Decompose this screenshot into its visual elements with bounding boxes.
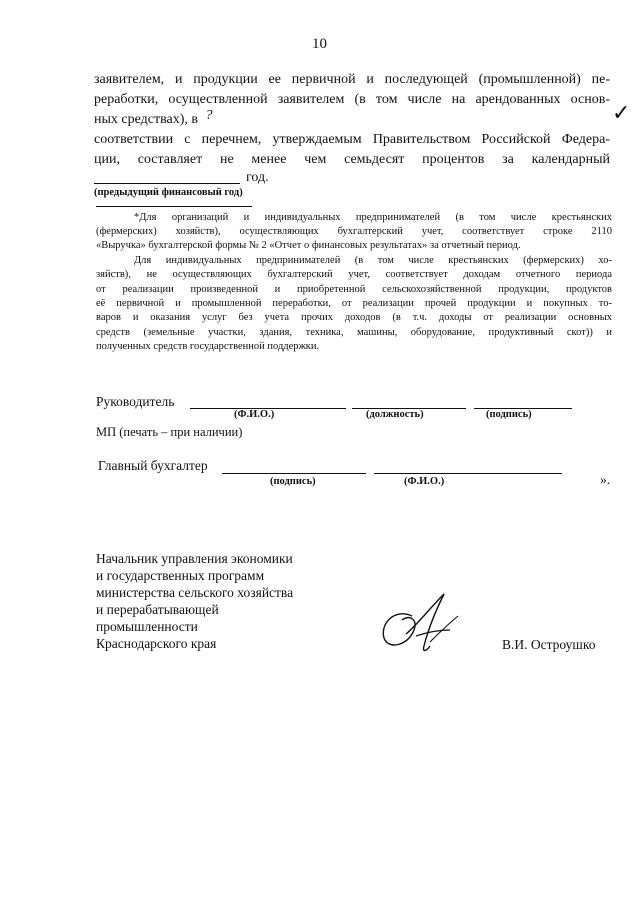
accountant-label: Главный бухгалтер <box>98 458 208 473</box>
footnote-line: средств (земельные участки, здания, техника, машины, оборудование, продуктивный скот)) и <box>96 327 612 338</box>
footnote-line: Для индивидуальных предпринимателей (в том числе крестьянских (фермерских) хо- <box>134 255 612 266</box>
handwritten-signature <box>372 586 472 658</box>
accountant-signature-line <box>222 473 366 474</box>
paragraph-line-1: заявителем, и продукции ее первичной и последующей (промышленной) пе- <box>94 72 610 87</box>
official-title-line: Начальник управления экономики <box>96 551 293 566</box>
year-caption: (предыдущий финансовый год) <box>94 187 243 198</box>
official-title-line: промышленности <box>96 619 198 634</box>
footnote-line: (фермерских) хозяйств), осуществляющих бухгалтерский учет, соответствует строке 2110 <box>96 226 612 237</box>
page-number: 10 <box>312 36 327 52</box>
handwritten-question-mark: ? <box>205 108 213 123</box>
paragraph-line-4: соответствии с перечнем, утверждаемым Правительством Российской Федера- <box>94 132 610 147</box>
year-suffix: год. <box>246 170 269 185</box>
accountant-caption-fio: (Ф.И.О.) <box>404 476 445 487</box>
official-title <box>96 550 293 652</box>
footnote-separator <box>96 206 252 207</box>
official-title-line: и перерабатывающей <box>96 602 219 617</box>
stamp-note: МП (печать – при наличии) <box>96 425 243 439</box>
official-title-line: и государственных программ <box>96 568 265 583</box>
footnote-line: зяйств), не осуществляющих бухгалтерский учет, соответствует доходам отчетного периода <box>96 269 612 280</box>
footnote-line: *Для организаций и индивидуальных предпринимателей (в том числе крестьянских <box>134 212 612 223</box>
year-blank-line <box>94 183 240 184</box>
footnote-line: её первичной и промышленной переработки, от реализации прочей продукции и покупных то- <box>96 298 612 309</box>
paragraph-line-2: реработки, осуществленной заявителем (в том числе на арендованных основ- <box>94 92 610 107</box>
closing-quote: ». <box>600 472 611 487</box>
footnote-line: от реализации произведенной и приобретенной сельскохозяйственной продукции, продуктов <box>96 284 612 295</box>
footnote-line: полученных средств государственной поддержки. <box>96 341 320 352</box>
head-label: Руководитель <box>96 394 175 409</box>
paragraph-line-5: ции, составляет не менее чем семьдесят процентов за календарный <box>94 152 610 167</box>
official-title-line: министерства сельского хозяйства <box>96 585 294 600</box>
footnote-line: «Выручка» бухгалтерской формы № 2 «Отчет о финансовых результатах» за отчетный период. <box>96 240 521 251</box>
paragraph-line-3 <box>94 110 213 130</box>
head-caption-signature: (подпись) <box>486 409 532 420</box>
head-caption-fio: (Ф.И.О.) <box>234 409 275 420</box>
head-caption-position: (должность) <box>366 409 424 420</box>
official-title-line: Краснодарского края <box>96 636 217 651</box>
accountant-fio-line <box>374 473 562 474</box>
margin-check-mark: ✓ <box>612 100 631 125</box>
footnote-line: варов и оказания услуг без учета прочих доходов (в т.ч. доходы от реализации основных <box>96 312 612 323</box>
paragraph-line-3-text: ных средствах), в <box>94 112 199 127</box>
official-name: В.И. Остроушко <box>502 637 596 652</box>
accountant-caption-signature: (подпись) <box>270 476 316 487</box>
